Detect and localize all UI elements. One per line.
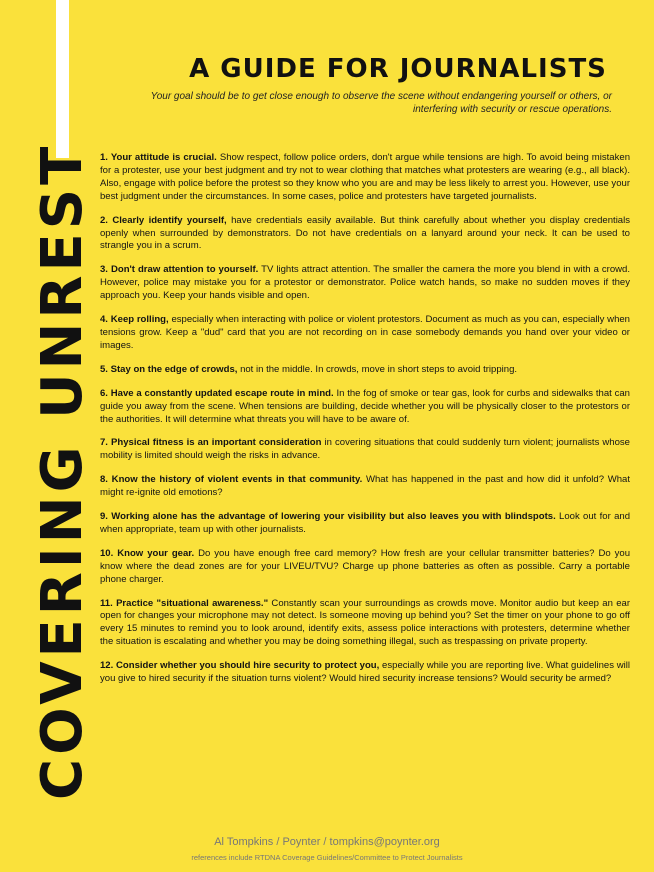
item-body: Constantly scan your surroundings as crowds move. Monitor audio but keep an ear open for changes your microphone may not detect. Is someone moving up behind you? Set the timer on your phone to go off every 15 minutes to remind you to look around, identify exits, assess police interactions with protesters, determine whether the situation is escalating and whether you may be doing something illegal, such as trespassing on private property.: [100, 597, 631, 648]
item-number: 11.: [100, 597, 113, 609]
item-body: have credentials easily available. But think carefully about whether you display credentials openly when surrounded by demonstrators. Do not have credentials on a lanyard around your neck. It can be used to strangle you in a scrum.: [100, 214, 631, 252]
item-number: 8.: [100, 474, 108, 486]
item-lead: Working alone has the advantage of lowering your visibility but also leaves you with blindspots.: [111, 511, 556, 523]
item-lead: Know your gear.: [117, 547, 195, 559]
subtitle-line-1: Your goal should be to get close enough to observe the scene without endangering yourself or others, or: [150, 91, 612, 102]
guide-item: [100, 511, 630, 537]
item-body: Look out for and when appropriate, team up with other journalists.: [100, 511, 630, 535]
guide-item: [100, 548, 630, 587]
item-number: 5.: [100, 363, 108, 375]
guide-item: [100, 215, 630, 254]
item-lead: Your attitude is crucial.: [110, 152, 217, 163]
item-lead: Clearly identify yourself,: [112, 214, 227, 226]
guide-item: [100, 388, 630, 427]
accent-bar: [56, 0, 69, 158]
subtitle-line-2: interfering with security or rescue operations.: [413, 104, 612, 115]
guide-item: [100, 474, 630, 500]
subtitle: [100, 90, 612, 116]
page-title: A GUIDE FOR JOURNALISTS: [189, 54, 607, 84]
item-lead: Have a constantly updated escape route in mind.: [110, 387, 334, 399]
item-body: especially when interacting with police or violent protestors. Document as much as you can, especially when tensions grow. Keep a "dud" card that you are not recording on in case somebody demands you hand over your video or images.: [100, 314, 630, 351]
item-number: 3.: [100, 264, 108, 276]
item-number: 4.: [100, 314, 108, 326]
guide-item: [100, 364, 630, 377]
author-credit: Al Tompkins / Poynter / tompkins@poynter.org: [214, 836, 440, 848]
item-lead: Know the history of violent events in that community.: [111, 474, 363, 486]
item-lead: Keep rolling,: [110, 314, 169, 326]
item-lead: Practice "situational awareness.": [116, 597, 269, 609]
item-body: Do you have enough free card memory? How fresh are your cellular transmitter batteries? Do you know where the dead zones are for your LIVEU/TVU? Charge up phone batteries as often as possible. Carry a portable phone charger.: [100, 547, 630, 585]
guide-list: [100, 152, 630, 697]
item-body: What has happened in the past and how did it unfold? What might re-ignite old emotions?: [100, 474, 631, 499]
item-lead: Consider whether you should hire security to protect you,: [116, 660, 380, 672]
item-body: In the fog of smoke or tear gas, look for curbs and sidewalks that can guide you away from the scene. When tensions are building, decide whether you will be physically closer to the protestors or the authorities. It will determine what threats you will have to be aware of.: [100, 387, 630, 425]
guide-item: [100, 660, 630, 686]
item-body: especially while you are reporting live. What guidelines will you give to hired security if the situation turns violent? Would hired security increase tensions? Would security be armed?: [100, 660, 631, 685]
item-lead: Physical fitness is an important consideration: [111, 437, 322, 449]
item-lead: Stay on the edge of crowds,: [110, 363, 238, 375]
guide-item: [100, 314, 630, 353]
item-number: 7.: [100, 437, 108, 449]
item-number: 12.: [100, 660, 114, 672]
guide-item: [100, 437, 630, 463]
side-title: COVERING UNREST: [30, 142, 95, 800]
guide-item: [100, 152, 630, 204]
item-number: 10.: [100, 547, 114, 559]
item-number: 2.: [100, 214, 108, 226]
references-note: references include RTDNA Coverage Guidelines/Committee to Protect Journalists: [191, 853, 463, 862]
item-body: Show respect, follow police orders, don't argue while tensions are high. To avoid being mistaken for a protester, use your best judgment and try not to wear clothing that matches what protesters are wearing (e.g., all black). Also, engage with police before the protest so they know who you are and may be less likely to arrest you. However, use your best judgment under the circumstances. In some cases, police and protesters have targeted journalists.: [100, 152, 631, 202]
guide-item: [100, 264, 630, 303]
item-number: 6.: [100, 387, 108, 399]
item-number: 1.: [100, 152, 108, 163]
item-body: not in the middle. In crowds, move in short steps to avoid tripping.: [240, 363, 518, 375]
guide-item: [100, 598, 630, 650]
item-body: in covering situations that could suddenly turn violent; journalists whose mobility is limited should weigh the risks in advance.: [100, 437, 630, 462]
item-number: 9.: [100, 511, 108, 523]
item-lead: Don't draw attention to yourself.: [110, 264, 259, 276]
item-body: TV lights attract attention. The smaller the camera the more you blend in with a crowd. However, police may mistake you for a protestor or demonstrator. Police watch hands, so make no sudden moves if they approach you. Keep your hands visible and open.: [100, 264, 631, 302]
